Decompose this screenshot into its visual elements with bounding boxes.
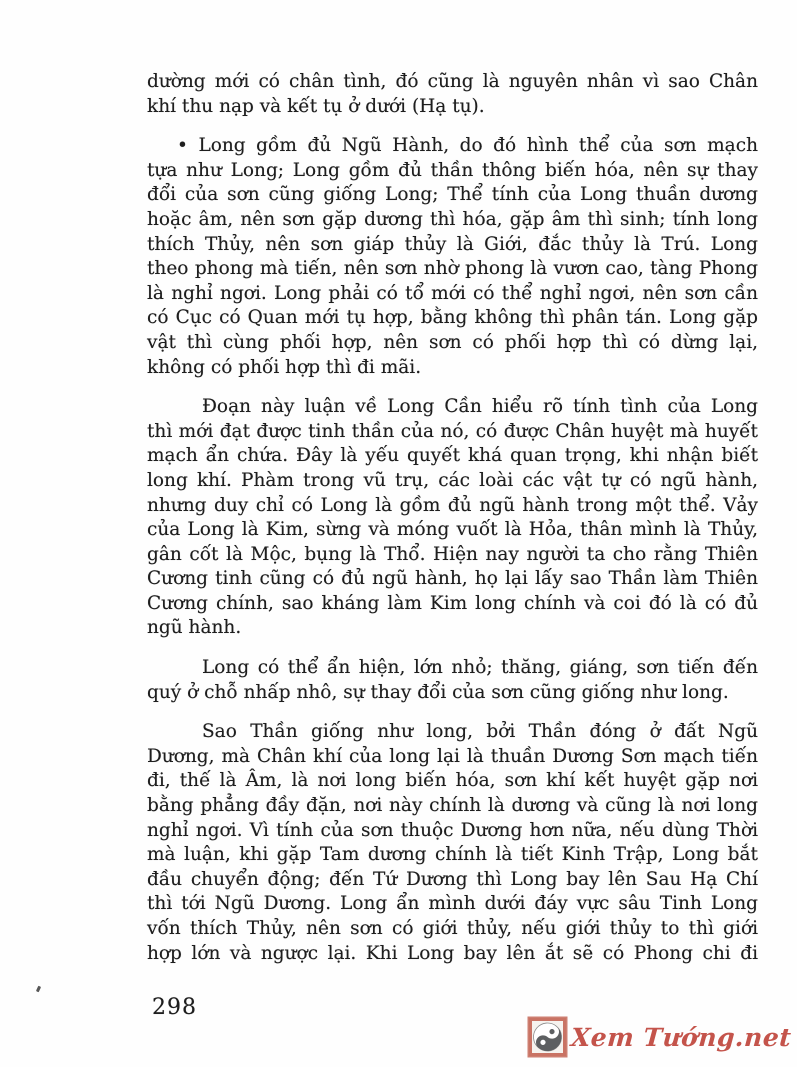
text-line: ngũ hành.: [147, 617, 242, 639]
text-line: gân cốt là Mộc, bụng là Thổ. Hiện nay người ta cho rằng Thiên: [147, 543, 758, 565]
page-number: 298: [152, 995, 197, 1020]
text-line: dường mới có chân tình, đó cũng là nguyên nhân vì sao Chân: [147, 71, 758, 92]
page-text: [147, 70, 758, 966]
paragraph: [147, 134, 758, 380]
text-line: Dương, mà Chân khí của long lại là thuần Dương Sơn mạch tiến: [147, 745, 758, 767]
text-line: Cương chính, sao kháng làm Kim long chính và coi đó là có đủ: [147, 592, 758, 614]
text-line: • Long gồm đủ Ngũ Hành, do đó hình thể của sơn mạch: [177, 135, 758, 157]
text-line: vật thì cùng phối hợp, nên sơn có phối hợp thì có dừng lại,: [147, 331, 758, 353]
text-line: thì mới đạt được tinh thần của nó, có được Chân huyệt mà huyết: [147, 420, 758, 442]
text-line: khí thu nạp và kết tụ ở dưới (Hạ tụ).: [147, 95, 485, 117]
text-line: Sao Thần giống như long, bởi Thần đóng ở đất Ngũ: [202, 721, 758, 743]
text-line: Long có thể ẩn hiện, lớn nhỏ; thăng, giáng, sơn tiến đến: [202, 657, 758, 679]
text-line: nghỉ ngơi. Vì tính của sơn thuộc Dương hơn nữa, nếu dùng Thời: [147, 819, 758, 841]
text-line: Đoạn này luận về Long Cần hiểu rõ tính tình của Long: [202, 396, 758, 418]
text-line: là nghỉ ngơi. Long phải có tổ mới có thể nghỉ ngơi, nên sơn cần: [147, 282, 758, 304]
text-line: của Long là Kim, sừng và móng vuốt là Hỏa, thân mình là Thủy,: [147, 519, 758, 541]
text-line: vốn thích Thủy, nên sơn có giới thủy, nếu giới thủy to thì giới: [147, 918, 758, 939]
text-line: thì tới Ngũ Dương. Long ẩn mình dưới đáy vực sâu Tinh Long: [147, 893, 758, 915]
text-line: thích Thủy, nên sơn giáp thủy là Giới, đắc thủy là Trú. Long: [147, 233, 758, 255]
text-line: đầu chuyển động; đến Tứ Dương thì Long bay lên Sau Hạ Chí: [147, 868, 758, 890]
paragraph: [147, 395, 758, 641]
watermark-link[interactable]: [527, 1016, 791, 1058]
text-line: hoặc âm, nên sơn gặp dương thì hóa, gặp âm thì sinh; tính long: [147, 208, 758, 230]
paragraph: [147, 70, 758, 119]
text-line: mà luận, khi gặp Tam dương chính là tiết Kinh Trập, Long bắt: [147, 844, 758, 866]
text-line: bằng phẳng đầy đặn, nơi này chính là dương và cũng là nơi long: [147, 795, 758, 817]
paragraph: [147, 720, 758, 966]
text-line: nhưng duy chỉ có Long là gồm đủ ngũ hành trong một thể. Vảy: [147, 494, 758, 516]
yin-yang-icon: [527, 1016, 568, 1058]
text-line: long khí. Phàm trong vũ trụ, các loài các vật tự có ngũ hành,: [147, 469, 758, 491]
text-line: quý ở chỗ nhấp nhô, sự thay đổi của sơn cũng giống như long.: [147, 681, 729, 703]
text-line: đổi của sơn cũng giống Long; Thể tính của Long thuần dương: [147, 184, 758, 206]
watermark-text[interactable]: Xem Tướng.net: [569, 1022, 793, 1052]
text-line: có Cục có Quan mới tụ hợp, bằng không thì phân tán. Long gặp: [147, 307, 758, 329]
text-line: không có phối hợp thì đi mãi.: [147, 356, 422, 378]
ink-speck: [36, 986, 41, 993]
text-line: Cương tinh cũng có đủ ngũ hành, họ lại lấy sao Thần làm Thiên: [147, 568, 758, 590]
text-line: mạch ẩn chứa. Đây là yếu quyết khá quan trọng, khi nhận biết: [147, 445, 758, 467]
text-line: hợp lớn và ngược lại. Khi Long bay lên ắt sẽ có Phong chi đi: [147, 942, 758, 964]
text-line: tựa như Long; Long gồm đủ thần thông biến hóa, nên sự thay: [147, 159, 758, 181]
paragraph: [147, 656, 758, 705]
text-line: đi, thế là Âm, là nơi long biến hóa, sơn khí kết huyệt gặp nơi: [147, 770, 758, 792]
text-line: theo phong mà tiến, nên sơn nhờ phong là vươn cao, tàng Phong: [147, 258, 758, 280]
